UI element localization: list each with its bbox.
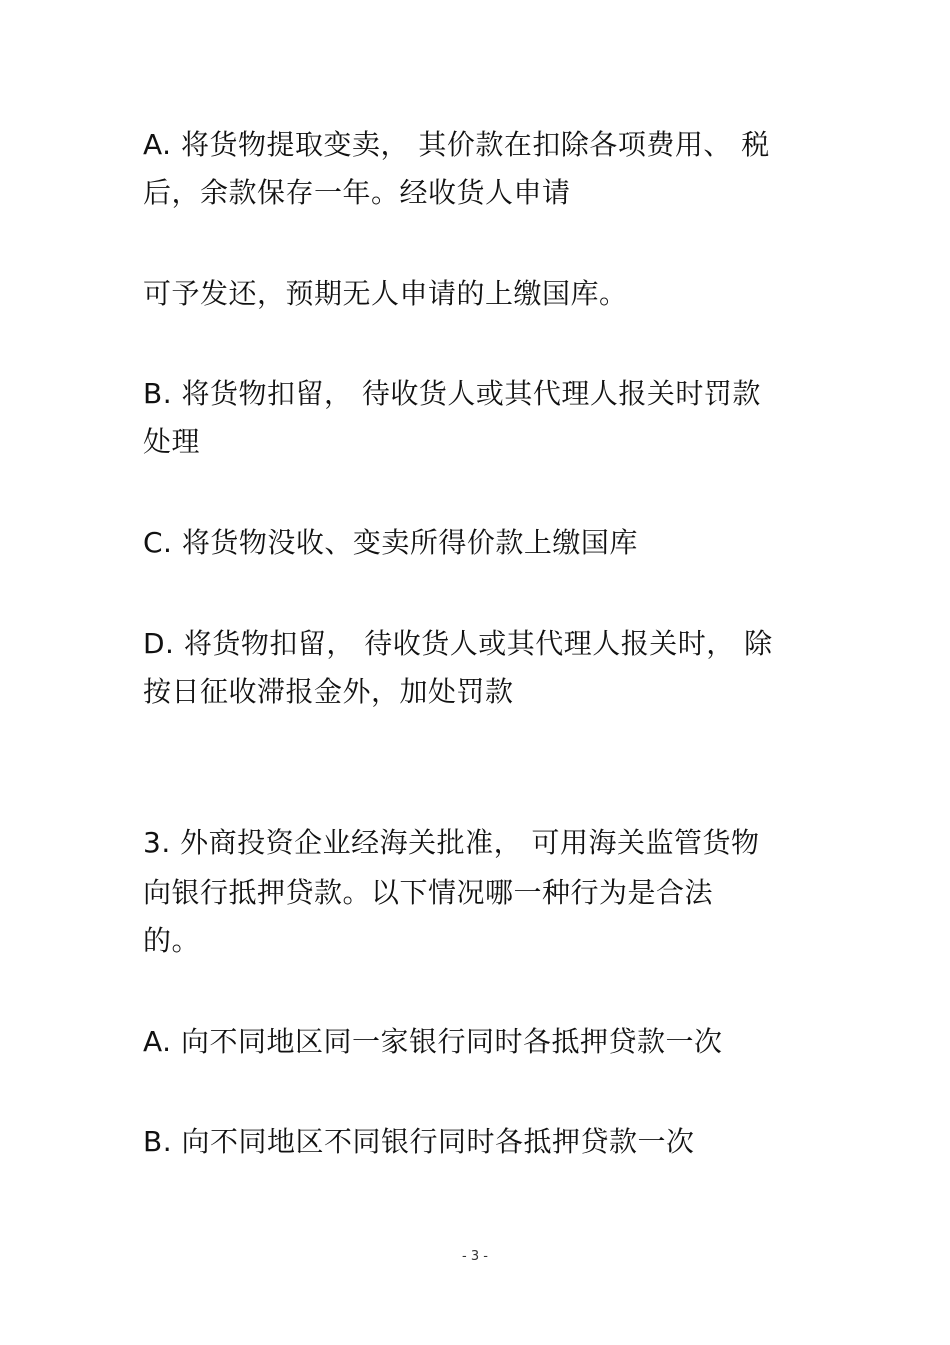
- q3-option-b: B. 向不同地区不同银行同时各抵押贷款一次: [143, 1125, 695, 1158]
- question-3-line-1: 3. 外商投资企业经海关批准， 可用海关监管货物: [143, 826, 760, 859]
- option-c-line-1: C. 将货物没收、变卖所得价款上缴国库: [143, 526, 638, 559]
- option-b-line-1: B. 将货物扣留， 待收货人或其代理人报关时罚款: [143, 377, 761, 410]
- q3-option-a: A. 向不同地区同一家银行同时各抵押贷款一次: [143, 1025, 723, 1058]
- option-a-line-1: A. 将货物提取变卖， 其价款在扣除各项费用、 税: [143, 128, 770, 161]
- question-3-line-3: 的。: [143, 924, 201, 957]
- question-3-line-2: 向银行抵押贷款。以下情况哪一种行为是合法: [143, 876, 714, 909]
- option-a-line-3: 可予发还，预期无人申请的上缴国库。: [143, 277, 628, 310]
- option-d-line-2: 按日征收滞报金外，加处罚款: [143, 675, 514, 708]
- option-b-line-2: 处理: [143, 425, 201, 458]
- option-d-line-1: D. 将货物扣留， 待收货人或其代理人报关时， 除: [143, 627, 773, 660]
- option-a-line-2: 后，余款保存一年。经收货人申请: [143, 176, 571, 209]
- page-number: - 3 -: [462, 1249, 488, 1264]
